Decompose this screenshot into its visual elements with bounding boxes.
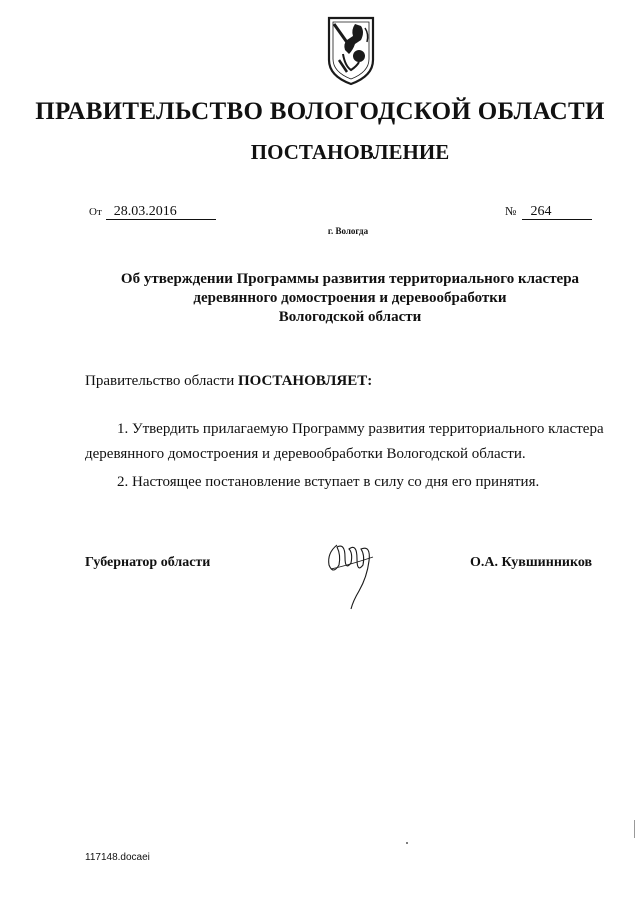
date-prefix: От bbox=[89, 206, 102, 218]
preamble-resolution: ПОСТАНОВЛЯЕТ: bbox=[237, 373, 373, 389]
signatory-name: О.А. Кувшинников bbox=[470, 555, 593, 570]
number-prefix: № bbox=[505, 204, 517, 218]
subject-line: Об утверждении Программы развития территориального кластера bbox=[120, 271, 580, 287]
city-label: г. Вологда bbox=[327, 226, 369, 236]
document-type-title: ПОСТАНОВЛЕНИЕ bbox=[250, 140, 450, 164]
organization-title: ПРАВИТЕЛЬСТВО ВОЛОГОДСКОЙ ОБЛАСТИ bbox=[35, 98, 605, 125]
scan-speck bbox=[406, 842, 408, 844]
subject-line: Вологодской области bbox=[278, 309, 422, 325]
preamble-text: Правительство области bbox=[85, 373, 238, 389]
handwritten-signature-icon bbox=[323, 535, 381, 611]
paragraph-item-1: 1. Утвердить прилагаемую Программу развития территориального кластера bbox=[117, 421, 604, 437]
paragraph-item-2: 2. Настоящее постановление вступает в силу со дня его принятия. bbox=[117, 474, 540, 490]
coat-of-arms-icon bbox=[325, 14, 377, 86]
scan-edge-mark bbox=[634, 820, 635, 838]
signatory-title: Губернатор области bbox=[85, 555, 211, 570]
preamble bbox=[85, 373, 372, 390]
document-date bbox=[89, 204, 216, 220]
document-subject bbox=[80, 270, 620, 327]
file-reference: 117148.docaei bbox=[85, 852, 150, 863]
paragraph-item-1-continued: деревянного домостроения и деревообработки Вологодской области. bbox=[85, 446, 526, 462]
date-value: 28.03.2016 bbox=[106, 204, 216, 220]
document-number bbox=[505, 204, 592, 220]
subject-line: деревянного домостроения и деревообработки bbox=[193, 290, 507, 306]
number-value: 264 bbox=[522, 204, 592, 220]
